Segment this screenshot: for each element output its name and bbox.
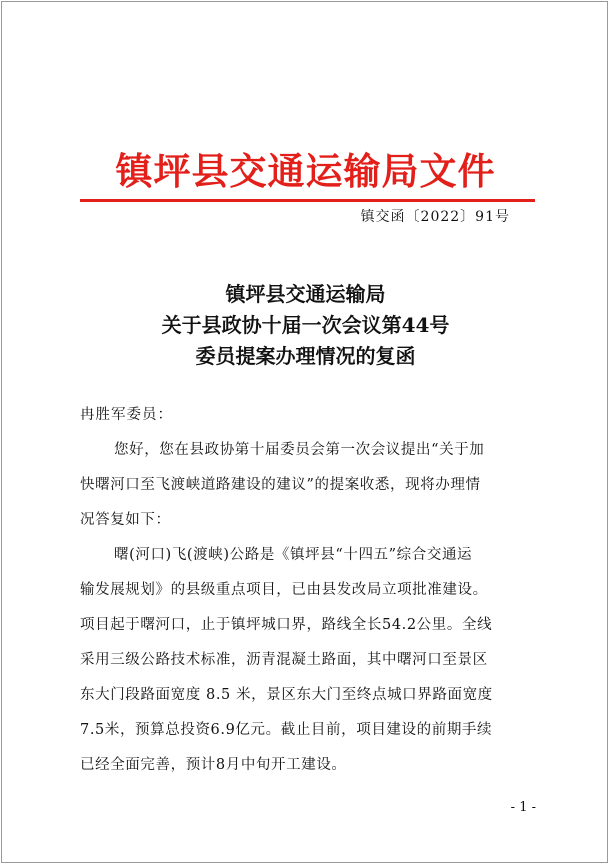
paragraph-2-line: 7.5米，预算总投资6.9亿元。截止目前，项目建设的前期手续 bbox=[80, 722, 493, 738]
page-number: - 1 - bbox=[510, 800, 536, 815]
document-number: 镇交函〔2022〕91号 bbox=[360, 209, 510, 225]
salutation: 冉胜军委员： bbox=[80, 407, 173, 423]
letter-title-line-2: 关于县政协十届一次会议第44号 bbox=[161, 313, 450, 337]
paragraph-1-line: 您好，您在县政协第十届委员会第一次会议提出“关于加 bbox=[114, 442, 485, 458]
paragraph-2-line: 曙(河口)飞(渡峡)公路是《镇坪县“十四五”综合交通运 bbox=[114, 547, 473, 563]
paragraph-2-line: 东大门段路面宽度 8.5 米，景区东大门至终点城口界路面宽度 bbox=[80, 687, 493, 703]
paragraph-2-line: 项目起于曙河口，止于镇坪城口界，路线全长54.2公里。全线 bbox=[80, 617, 493, 633]
paragraph-2-line: 已经全面完善，预计8月中旬开工建设。 bbox=[80, 757, 347, 773]
document-header-title: 镇坪县交通运输局文件 bbox=[115, 149, 496, 193]
paragraph-1-line: 快曙河口至飞渡峡道路建设的建议”的提案收悉，现将办理情 bbox=[80, 477, 481, 493]
paragraph-2-line: 采用三级公路技术标准，沥青混凝土路面，其中曙河口至景区 bbox=[80, 652, 488, 668]
paragraph-1-line: 况答复如下： bbox=[80, 512, 171, 528]
red-divider-line bbox=[80, 199, 535, 202]
letter-title-line-1: 镇坪县交通运输局 bbox=[225, 282, 386, 306]
paragraph-2-line: 输发展规划》的县级重点项目，已由县发改局立项批准建设。 bbox=[80, 582, 488, 598]
letter-title-line-3: 委员提案办理情况的复函 bbox=[195, 344, 416, 368]
